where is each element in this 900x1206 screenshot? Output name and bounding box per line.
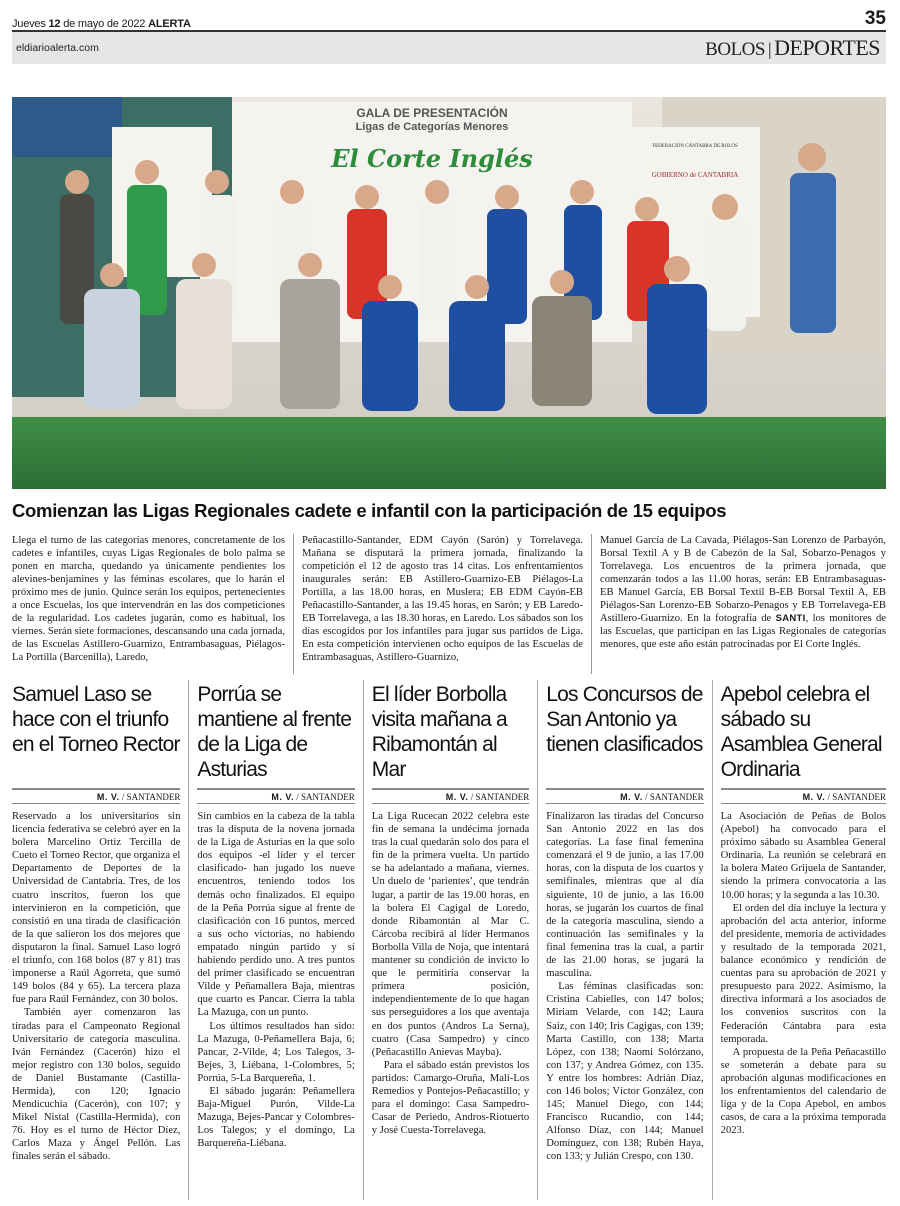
byline [372,788,529,804]
brief-paragraph: Finalizaron las tiradas del Concurso San Antonio 2022 en las dos categorías. La fase final femenina comenzará el 9 de junio, a las 17.00 horas, con la disputa de los cuartos y semifinales, mientras que al día siguiente, 10 de junio, a las 16.00 horas, se jugarán los cuartos de final de la categoría masculina, siendo a continuación las semifinales y la final femenina tras la cual, a partir de las 21.00 horas, se jugará la masculina. [546,811,704,980]
brief-paragraph: Para el sábado están previstos los partidos: Camargo-Oruña, Mali-Los Remedios y Pontejos-Peñacastillo; y para el domingo: Casa Sampedro-Casar de Periedo, Andros-Riotuerto y José Cuesta-Torrelavega. [371,1059,530,1137]
main-headline: Comienzan las Ligas Regionales cadete e infantil con la participación de 15 equipos [12,500,727,521]
brief-article [188,680,362,1200]
byline-author: M. V. [802,792,826,802]
brief-paragraph: A propuesta de la Peña Peñacastillo se someterán a debate para su aprobación algunas modificaciones en los enfrentamientos del calendario de liga y de la Copa Apebol, en ambos casos, de cara a la próxima temporada 2023. [720,1046,887,1137]
byline [197,788,354,804]
brief-paragraph: Reservado a los universitarios sin licencia federativa se celebró ayer en la bolera Marcelino Ortiz Tercilla de Cueto el Torneo Rector, que organiza el Departamento de Deportes de la Universidad de Cantabria. Tres, de los cuatro inscritos, fueron los que intervinieron en la competición, que consistió en una tirada de clasificación de la que salieron los dos mejores que disputaron la final. Samuel Laso logró el triunfo, con 168 bolos (87 y 81) tras imponerse a Raúl Agorreta, que sumó 149 bolos (84 y 65). La tercera plaza fue para Raúl Fernández, con 30 bolos. [12,811,181,1006]
page-topline [12,10,886,30]
section-bolos: BOLOS [705,39,765,60]
byline-author: M. V. [96,792,120,802]
brief-paragraph: Sin cambios en la cabeza de la tabla tras la disputa de la novena jornada de la Liga de Asturias en la que solo dos equipos -el líder y el tercer clasificado- han jugado los nueve encuentros, teniendo todos los demás ocho finalizados. El equipo de la Peña Porrúa sigue al frente de clasificación con 16 puntos, merced a sus ocho victorias, no habiendo empatado ningún partido y sí habiendo perdido uno. A tres puntos del primer clasificado se encuentran Vilde y Peñamallera Baja, mientras que cuarto es Pancar. Cierra la tabla La Mazuga, con un punto. [197,811,355,1019]
weekday: Jueves [12,18,46,30]
byline [546,788,703,804]
group-photo [12,97,886,489]
brief-title: Samuel Laso se hace con el triunfo en el Torneo Rector [12,683,180,756]
federation-banner: FEDERACIÓN CÁNTABRA DE BOLOS [652,144,738,149]
paper-name: ALERTA [148,18,191,30]
site-url[interactable]: eldiarioalerta.com [16,42,99,54]
brief-paragraph: Los últimos resultados han sido: La Mazuga, 0-Peñamellera Baja, 6; Pancar, 2-Vilde, 4; Los Talegos, 3-Bejes, 3, Liébana, 1-Colombres, 5; Porrúa, 5-La Barquereña, 1. [197,1020,355,1084]
main-article-col-3 [592,534,886,674]
carpet [12,417,886,489]
byline-city: / SANTANDER [470,792,530,802]
backdrop-subtitle: Ligas de Categorías Menores [355,121,509,133]
left-blue [12,97,122,157]
main-article [12,534,886,674]
brief-title: Porrúa se mantiene al frente de la Liga de Asturias [197,683,352,781]
main-article-col-1: Llega el turno de las categorías menores, concretamente de los cadetes e infantiles, cuyas Ligas Regionales de bolo palma se ponen en marcha, quedando ya únicamente pendientes los alevines-benjamines y las féminas escolares, que lo harán el próximo mes de junio. Quince serán los equipos, pertenecientes a once Escuelas, los que intervendrán en las dos competiciones de la regularidad. Los cadetes jugarán, como es habitual, los viernes. Serán siete formaciones, descansando una cada jornada, de las Escuelas Astillero-Guarnizo, Entrambasaguas, Piélagos-La Portilla (Barcenilla), Laredo, [12,534,294,674]
brief-paragraph: La Asociación de Peñas de Bolos (Apebol) ha convocado para el próximo sábado su Asamblea General Ordinaria. La reunión se celebrará en la bolera Mateo Grijuela de Santander, siendo la primera convocatoria a las 10.00 horas; y la segunda a las 10.30. [720,811,887,901]
byline-author: M. V. [271,792,295,802]
brief-title: El líder Borbolla visita mañana a Ribamontán al Mar [371,683,507,781]
byline [721,788,886,804]
brief-article [363,680,537,1200]
col3-text-a: Manuel García de La Cavada, Piélagos-San Lorenzo de Parbayón, Borsal Textil A y B de Cabezón de la Sal, Sobarzo-Penagos y Torrelavega. Los encuentros de la primera jornada, que comenzarán todos a las 11.00 horas, serán: EB Entrambasaguas-EB Manuel García, EB Borsal Textil B-EB Borsal Textil A, EB Piélagos-San Lorenzo-EB Sobarzo-Penagos y EB Torrelavega-EB Astillero-Guarnizo. En la fotografía de [600,535,886,624]
sponsor-logo: El Corte Inglés [331,144,533,173]
page-number: 35 [864,8,886,29]
brief-article [537,680,711,1200]
briefs-row [12,680,886,1200]
dateline [12,18,191,30]
byline-city: / SANTANDER [645,792,704,802]
section-separator: | [767,39,772,59]
byline-city: / SANTANDER [296,792,355,802]
government-banner: GOBIERNO de CANTABRIA [651,171,739,179]
byline-author: M. V. [620,792,643,802]
byline-author: M. V. [445,792,469,802]
brief-title: Los Concursos de San Antonio ya tienen clasificados [546,683,703,756]
photo-credit: SANTI [775,613,806,624]
backdrop-title: GALA DE PRESENTACIÓN [356,106,508,120]
brief-paragraph: El sábado jugarán: Peñamellera Baja-Miguel Purón, Vilde-La Mazuga, Bejes-Pancar y Colombres-Los Talegos; y el domingo, La Barquereña-Liébana. [197,1085,355,1150]
section-deportes: DEPORTES [774,35,880,60]
brief-article [12,680,188,1200]
brief-paragraph: Las féminas clasificadas son: Cristina Cabielles, con 147 bolos; Miriam Velarde, con 142; Laura Saiz, con 140; Iris Cagigas, con 139; Marta Castillo, con 138; Marta López, con 138; Naomi Solórzano, con 137; y Andrea Gómez, con 135. Y entre los hombres: Adrián Díaz, con 146 bolos; Víctor González, con 145; Manuel Diego, con 144; Francisco Rucandio, con 144; Alfonso Díaz, con 144; Manuel Domínguez, con 138; Rubén Haya, con 133; y Julián Crespo, con 130. [546,981,704,1163]
main-article-col-2: Peñacastillo-Santander, EDM Cayón (Sarón) y Torrelavega. Mañana se disputará la primera jornada, finalizando la competición el 12 de agosto tras 14 citas. Los enfrentamientos inaugurales serán: EB Astillero-Guarnizo-EB Piélagos-La Portilla, a las 18.00 horas, en Muslera; EB EDM Cayón-EB Peñacastillo-Santander, a las 19.45 horas, en Sarón; y EB Laredo-EB Torrelavega, a las 18.30 horas, en Laredo. Los sábados son los días escogidos por los infantiles para jugar sus partidos de Liga. En esta competición intervienen ocho equipos de las Escuelas de Entrambasaguas, Astillero-Guarnizo, [294,534,592,674]
brief-article [712,680,886,1200]
day: 12 [48,18,61,30]
byline-city: / SANTANDER [827,792,887,802]
byline-city: / SANTANDER [121,792,181,802]
brief-paragraph: El orden del día incluye la lectura y aprobación del acta anterior, informe del presidente, memoria de actividades y resultado de la temporada 2021, balance económico y rendición de cuentas para su aprobación de 2021 y presupuesto para 2022. Asimismo, la directiva informará a los asociados de los convenios suscritos con la Federación Cántabra para esta temporada. [720,902,887,1045]
col3-text-b: , los monitores de las Escuelas, que participan en las Ligas Regionales de categorías menores, que este año están patrocinadas por El Corte Inglés. [600,613,886,650]
section-band [12,32,886,64]
brief-title: Apebol celebra el sábado su Asamblea General Ordinaria [720,683,882,781]
photo-illustration [12,97,886,489]
month-year: de mayo de 2022 [63,18,146,30]
brief-paragraph: La Liga Rucecan 2022 celebra este fin de semana la undécima jornada tras la cual quedarán solo dos para el fin de la primera vuelta. Un partido se ha adelantado a mañana, viernes. Un duelo de ‘parientes’, que tendrán lugar, a partir de las 19.00 horas, en la bolera El Cagigal de Loredo, donde Ribamontán al Mar C. Cárcoba recibirá al líder Hermanos Borbolla Villa de Noja, que intentará mantener su condición de invicto lo que le permitiría conservar la primera posición, independientemente de lo que hagan sus perseguidores a los que aventaja en dos puntos (Andros La Serna), cuatro (Casa Sampedro) y cinco (Peñacastillo Anievas Mayba). [371,811,530,1058]
section-title [705,35,880,61]
byline [12,788,180,804]
brief-paragraph: También ayer comenzaron las tiradas para el Campeonato Regional Universitario de categoría masculina. Iván Fernández (Cacerón) hizo el mejor registro con 130 bolos, seguido de Daniel Bustamante (Castilla-Hermida), con 120; Ignacio Mendicuchía (Cacerón), con 107; y Mikel Nistal (Castilla-Hermida), con 76. Hoy es el turno de Héctor Díez, Carlos Maza y Ángel Pellón. Las finales serán el sábado. [12,1007,181,1163]
